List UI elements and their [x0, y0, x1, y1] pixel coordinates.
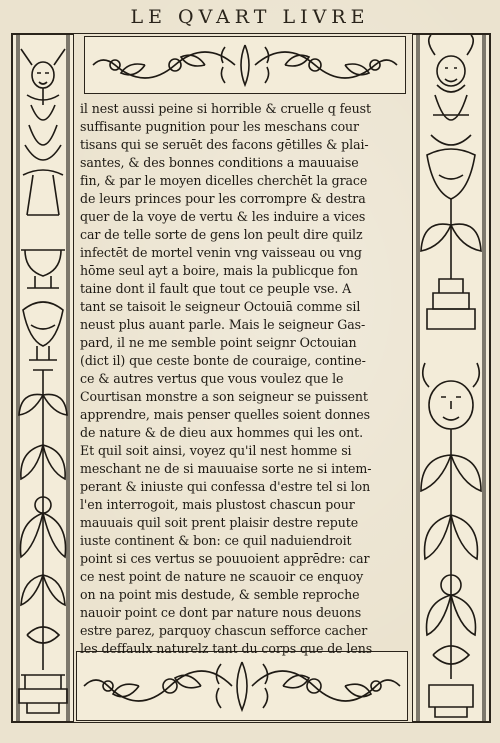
right-ornamental-border: [412, 34, 490, 722]
bottom-ornamental-border: [76, 651, 408, 721]
text-line: point si ces vertus se pouuoient apprēdre: car: [80, 551, 370, 566]
body-text: [80, 98, 406, 656]
running-header: LE QVART LIVRE: [130, 6, 370, 28]
text-line: quer de la voye de vertu & les induire a vices: [80, 209, 366, 224]
text-line: l'en interrogoit, mais plustost chascun pour: [80, 497, 355, 512]
text-line: de nature & de dieu aux hommes qui les ont.: [80, 425, 364, 440]
text-line: fin, & par le moyen dicelles cherchēt la grace: [80, 173, 368, 188]
text-line: hōme seul ayt a boire, mais la publicque fon: [80, 263, 358, 278]
text-line: ce & autres vertus que vous voulez que le: [80, 371, 344, 386]
text-line: il nest aussi peine si horrible & cruelle q feust: [80, 101, 371, 116]
text-line: iuste continent & bon: ce quil naduiendroit: [80, 533, 352, 548]
text-line: santes, & des bonnes conditions a mauuaise: [80, 155, 359, 170]
text-line: tant se taisoit le seigneur Octouiā comme sil: [80, 299, 361, 314]
text-line: taine dont il fault que tout ce peuple vse. A: [80, 281, 352, 296]
text-line: Courtisan monstre a son seigneur se puissent: [80, 389, 368, 404]
text-line: car de telle sorte de gens lon peult dire quilz: [80, 227, 363, 242]
text-line: neust plus auant parle. Mais le seigneur Gas-: [80, 317, 366, 332]
text-line: (dict il) que ceste bonte de couraige, contine-: [80, 353, 366, 368]
text-line: perant & iniuste qui confessa d'estre tel si lon: [80, 479, 371, 494]
text-line: les deffaulx naturelz tant du corps que de lens: [80, 641, 373, 656]
grotesque-column-ornament: [13, 35, 73, 721]
foliage-scroll-ornament: [77, 652, 407, 720]
text-line: nauoir point ce dont par nature nous deuons: [80, 605, 362, 620]
left-ornamental-border: [12, 34, 74, 722]
text-line: estre parez, parquoy chascun sefforce cacher: [80, 623, 368, 638]
grotesque-figure-ornament: [413, 35, 489, 721]
text-line: mauuais quil soit prent plaisir destre repute: [80, 515, 359, 530]
text-line: de leurs princes pour les corrompre & destra: [80, 191, 366, 206]
text-line: pard, il ne me semble point seignr Octouian: [80, 335, 357, 350]
text-line: on na point mis destude, & semble reproche: [80, 587, 360, 602]
text-line: tisans qui se seruēt des facons gētilles & plai-: [80, 137, 369, 152]
text-line: meschant ne de si mauuaise sorte ne si intem-: [80, 461, 372, 476]
text-line: apprendre, mais penser quelles soient donnes: [80, 407, 370, 422]
text-line: suffisante pugnition pour les meschans cour: [80, 119, 359, 134]
foliage-scroll-ornament: [85, 37, 405, 93]
text-line: ce nest point de nature ne scauoir ce enquoy: [80, 569, 364, 584]
text-line: Et quil soit ainsi, voyez qu'il nest homme si: [80, 443, 352, 458]
top-ornamental-border: [84, 36, 406, 94]
text-line: infectēt de mortel venin vng vaisseau ou vng: [80, 245, 362, 260]
